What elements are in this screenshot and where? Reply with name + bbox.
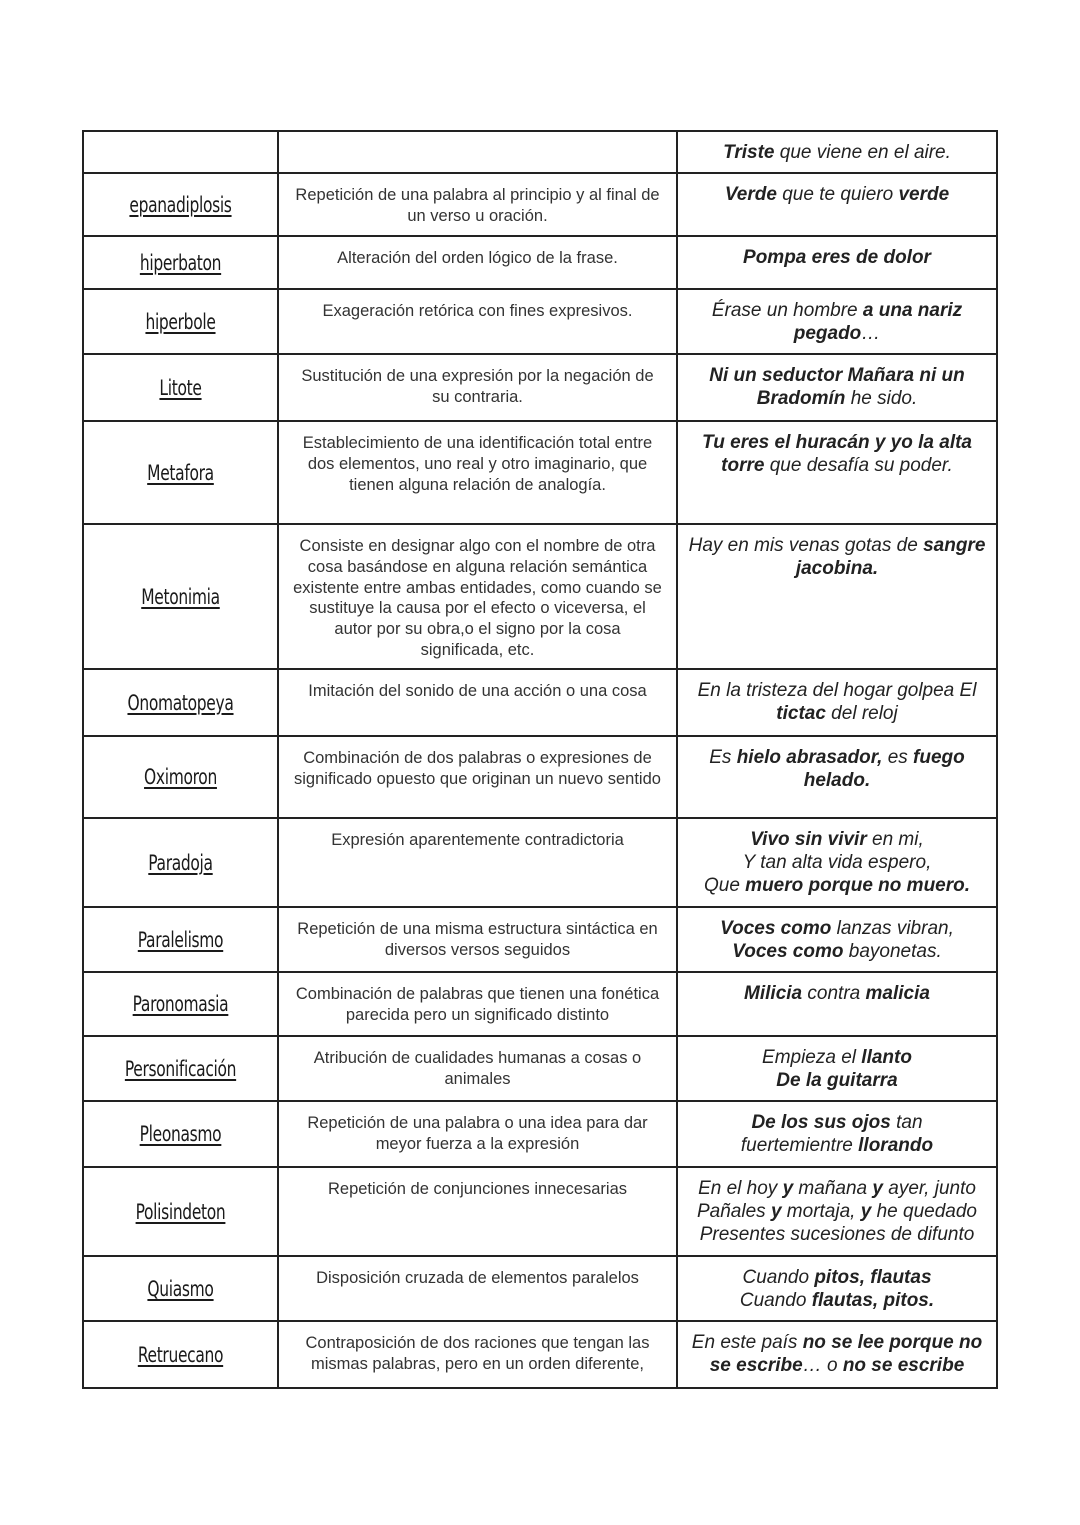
term-cell — [101, 972, 261, 1036]
term-cell — [101, 907, 261, 972]
example-cell — [677, 173, 997, 236]
example-emphasis: hielo abrasador, — [736, 747, 883, 768]
example-emphasis: llanto — [861, 1047, 912, 1068]
example-cell — [677, 1036, 997, 1101]
definition-cell: Repetición de conjunciones innecesarias — [278, 1167, 677, 1256]
table-row — [83, 1256, 997, 1321]
definition-cell: Combinación de dos palabras o expresiones de significado opuesto que originan un nuevo sentido — [278, 736, 677, 818]
example-emphasis: Vivo sin vivir — [750, 829, 867, 850]
example-cell — [677, 669, 997, 736]
example-cell — [677, 1101, 997, 1167]
example-text: Cuando — [742, 1267, 815, 1288]
example-emphasis: Tu eres el huracán y yo la alta torre — [702, 432, 972, 476]
term-label: Paradoja — [148, 850, 213, 875]
example-text: en mi, — [866, 829, 924, 850]
example-text: En la tristeza del hogar golpea El — [697, 680, 977, 701]
example-cell — [677, 289, 997, 354]
table-row — [83, 131, 997, 173]
example-text: … — [861, 323, 881, 344]
example-emphasis: De los sus ojos — [751, 1112, 891, 1133]
example-cell — [677, 354, 997, 421]
example-text: que desafía su poder. — [764, 455, 953, 476]
term-label: Onomatopeya — [127, 690, 234, 715]
example-cell — [677, 131, 997, 173]
example-emphasis: sangre jacobina. — [795, 535, 986, 579]
example-cell — [677, 421, 997, 524]
definition-cell: Expresión aparentemente contradictoria — [278, 818, 677, 907]
example-cell — [677, 1167, 997, 1256]
example-text: tan — [890, 1112, 923, 1133]
example-text: Empieza el — [762, 1047, 862, 1068]
table-row — [83, 1036, 997, 1101]
definition-cell: Sustitución de una expresión por la negación de su contraria. — [278, 354, 677, 421]
table-row — [83, 524, 997, 669]
example-text: he quedado — [871, 1201, 977, 1222]
term-cell — [101, 524, 261, 669]
term-cell — [101, 669, 261, 736]
example-emphasis: no se escribe — [842, 1355, 965, 1376]
example-emphasis: y — [860, 1201, 872, 1222]
example-text: En este país — [691, 1332, 803, 1353]
definition-cell: Imitación del sonido de una acción o una cosa — [278, 669, 677, 736]
example-text: Hay en mis venas gotas de — [688, 535, 924, 556]
example-text: Cuando — [739, 1290, 812, 1311]
term-label: hiperbole — [145, 309, 216, 334]
term-cell — [101, 1167, 261, 1256]
example-emphasis: verde — [898, 184, 950, 205]
table-row — [83, 669, 997, 736]
definition-cell: Atribución de cualidades humanas a cosas o animales — [278, 1036, 677, 1101]
term-cell — [101, 173, 261, 236]
example-text: Pañales — [697, 1201, 771, 1222]
term-cell — [101, 289, 261, 354]
example-text: mañana — [793, 1178, 873, 1199]
rhetorical-figures-sheet — [82, 130, 996, 1389]
definition-cell: Repetición de una misma estructura sintáctica en diversos versos seguidos — [278, 907, 677, 972]
table-row — [83, 1167, 997, 1256]
example-emphasis: Voces como — [720, 918, 832, 939]
example-cell — [677, 1256, 997, 1321]
table-body — [83, 131, 997, 1388]
example-emphasis: pitos, flautas — [814, 1267, 932, 1288]
table-row — [83, 818, 997, 907]
term-cell — [101, 1321, 261, 1388]
table-row — [83, 236, 997, 289]
example-text: Presentes sucesiones de difunto — [699, 1224, 975, 1245]
example-emphasis: y — [872, 1178, 883, 1199]
example-text: lanzas vibran, — [831, 918, 954, 939]
example-emphasis: De la guitarra — [776, 1070, 898, 1091]
example-cell — [677, 818, 997, 907]
term-cell — [101, 818, 261, 907]
example-emphasis: Pompa eres de dolor — [743, 247, 931, 268]
example-text: del reloj — [825, 703, 898, 724]
example-text: que te quiero — [776, 184, 899, 205]
term-label: Polisindeton — [135, 1199, 226, 1224]
term-cell — [101, 131, 261, 173]
example-cell — [677, 524, 997, 669]
example-cell — [677, 736, 997, 818]
term-cell — [101, 236, 261, 289]
example-emphasis: Ni un seductor Mañara ni un Bradomín — [709, 365, 965, 409]
term-label: Pleonasmo — [139, 1122, 222, 1146]
term-cell — [101, 1101, 261, 1167]
example-emphasis: fuego helado. — [803, 747, 965, 791]
term-label: Metonimia — [141, 584, 220, 609]
term-cell — [101, 354, 261, 421]
definition-cell: Consiste en designar algo con el nombre de otra cosa basándose en alguna relación semántica existente entre ambas entidades, como cuando se sustituye la causa por el efecto o viceversa, el autor por su obra,o el signo por la cosa significada, etc. — [278, 524, 677, 669]
example-text: Es — [709, 747, 737, 768]
example-emphasis: a una nariz pegado — [793, 300, 963, 344]
definition-cell — [278, 131, 677, 173]
table-row — [83, 289, 997, 354]
definition-cell: Contraposición de dos raciones que tengan las mismas palabras, pero en un orden diferente, — [278, 1321, 677, 1388]
example-text: Érase un hombre — [711, 300, 863, 321]
example-text: es — [882, 747, 914, 768]
term-label: hiperbaton — [139, 250, 222, 275]
term-label: Paralelismo — [137, 927, 224, 952]
definition-cell: Exageración retórica con fines expresivos. — [278, 289, 677, 354]
example-text: que viene en el aire. — [774, 142, 951, 163]
example-text: ayer, junto — [882, 1178, 976, 1199]
example-text: bayonetas. — [843, 941, 942, 962]
rhetorical-figures-table — [82, 130, 998, 1389]
definition-cell: Repetición de una palabra al principio y al final de un verso u oración. — [278, 173, 677, 236]
example-cell — [677, 972, 997, 1036]
example-text: he sido. — [845, 388, 918, 409]
term-cell — [101, 736, 261, 818]
term-cell — [101, 1256, 261, 1321]
example-emphasis: Verde — [724, 184, 777, 205]
definition-cell: Disposición cruzada de elementos paralelos — [278, 1256, 677, 1321]
example-emphasis: muero porque no muero. — [745, 875, 971, 896]
definition-cell: Alteración del orden lógico de la frase. — [278, 236, 677, 289]
example-cell — [677, 236, 997, 289]
term-label: Oximoron — [144, 765, 217, 789]
term-label: Quiasmo — [147, 1276, 214, 1301]
example-emphasis: y — [782, 1178, 794, 1199]
term-label: Litote — [159, 375, 202, 400]
term-label: epanadiplosis — [129, 192, 232, 217]
example-text: mortaja, — [781, 1201, 861, 1222]
example-emphasis: no se lee porque no se escribe — [709, 1332, 983, 1376]
example-text: … o — [802, 1355, 843, 1376]
example-emphasis: Triste — [723, 142, 775, 163]
example-emphasis: flautas, pitos. — [811, 1290, 935, 1311]
term-label: Retruecano — [137, 1342, 224, 1367]
example-emphasis: Voces como — [732, 941, 844, 962]
definition-cell: Combinación de palabras que tienen una fonética parecida pero un significado distinto — [278, 972, 677, 1036]
term-label: Metafora — [147, 460, 214, 485]
example-text: contra — [802, 983, 866, 1004]
example-text: En el hoy — [698, 1178, 783, 1199]
table-row — [83, 1101, 997, 1167]
definition-cell: Repetición de una palabra o una idea para dar meyor fuerza a la expresión — [278, 1101, 677, 1167]
example-emphasis: y — [770, 1201, 782, 1222]
example-text: Y tan alta vida espero, — [742, 852, 932, 873]
term-cell — [101, 1036, 261, 1101]
table-row — [83, 1321, 997, 1388]
term-label: Paronomasia — [132, 992, 229, 1016]
table-row — [83, 173, 997, 236]
example-emphasis: Milicia — [744, 983, 803, 1004]
example-cell — [677, 1321, 997, 1388]
term-cell — [101, 421, 261, 524]
definition-cell: Establecimiento de una identificación total entre dos elementos, uno real y otro imaginario, que tienen alguna relación de analogía. — [278, 421, 677, 524]
table-row — [83, 421, 997, 524]
table-row — [83, 354, 997, 421]
table-row — [83, 972, 997, 1036]
example-cell — [677, 907, 997, 972]
example-text: fuertemientre — [740, 1135, 859, 1156]
example-text: Que — [703, 875, 746, 896]
table-row — [83, 736, 997, 818]
example-emphasis: llorando — [858, 1135, 934, 1156]
example-emphasis: tictac — [776, 703, 826, 724]
example-emphasis: malicia — [865, 983, 930, 1004]
term-label: Personificación — [124, 1056, 237, 1081]
table-row — [83, 907, 997, 972]
